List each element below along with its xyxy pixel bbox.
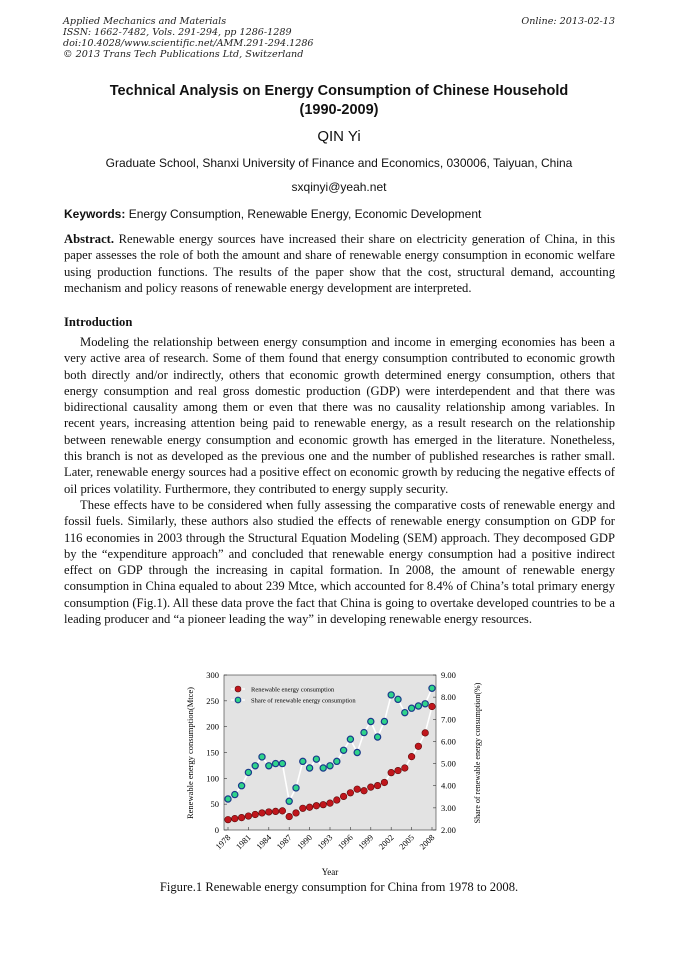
share-point — [388, 692, 394, 698]
consumption-point — [259, 810, 266, 817]
share-point — [402, 710, 408, 716]
share-point — [354, 749, 360, 755]
share-point — [307, 765, 313, 771]
introduction-body — [64, 334, 615, 627]
left-tick-label: 50 — [210, 799, 219, 810]
consumption-point — [422, 730, 429, 737]
consumption-point — [334, 797, 341, 804]
share-point — [232, 791, 238, 797]
x-tick-label: 2002 — [376, 832, 396, 852]
figure-caption: Figure.1 Renewable energy consumption for China from 1978 to 2008. — [159, 880, 519, 894]
author-email: sxqinyi@yeah.net — [291, 180, 387, 194]
share-point — [239, 783, 245, 789]
left-tick-label: 250 — [206, 695, 219, 706]
x-tick-label: 1993 — [315, 832, 335, 852]
right-tick-label: 2.00 — [441, 825, 456, 835]
abstract — [64, 231, 615, 296]
y2-axis-label: Share of renewable energy consumption(%) — [473, 682, 482, 824]
share-point — [422, 701, 428, 707]
title-line-1: Technical Analysis on Energy Consumption of Chinese Household — [109, 83, 569, 99]
consumption-point — [347, 790, 354, 797]
consumption-point — [245, 813, 252, 820]
x-tick-label: 1987 — [274, 832, 294, 852]
x-tick-label: 1984 — [254, 832, 274, 852]
share-point — [266, 763, 272, 769]
legend-label: Renewable energy consumption — [251, 686, 335, 694]
right-tick-label: 5.00 — [441, 758, 456, 769]
right-tick-label: 9.00 — [441, 670, 456, 680]
share-point — [225, 796, 231, 802]
right-tick-label: 3.00 — [441, 802, 456, 813]
x-tick-label: 1978 — [213, 832, 233, 852]
keywords-text: Energy Consumption, Renewable Energy, Economic Development — [128, 207, 482, 221]
journal-header — [63, 16, 615, 60]
keywords — [64, 207, 616, 221]
consumption-point — [327, 800, 334, 807]
legend-label: Share of renewable energy consumption — [251, 697, 356, 705]
consumption-point — [361, 787, 368, 794]
section-heading-introduction: Introduction — [64, 315, 133, 329]
share-point — [429, 685, 435, 691]
consumption-point — [272, 808, 279, 815]
share-point — [273, 760, 279, 766]
consumption-point — [252, 811, 259, 818]
share-point — [375, 734, 381, 740]
left-tick-label: 300 — [206, 670, 219, 680]
consumption-point — [408, 753, 415, 760]
consumption-point — [232, 815, 239, 822]
share-point — [320, 765, 326, 771]
share-point — [334, 758, 340, 764]
share-point — [341, 747, 347, 753]
consumption-point — [340, 793, 347, 800]
renewable-energy-chart — [180, 665, 490, 880]
share-point — [313, 756, 319, 762]
right-tick-label: 7.00 — [441, 714, 456, 725]
left-tick-label: 100 — [206, 773, 219, 784]
consumption-point — [313, 802, 320, 809]
figure-1 — [180, 665, 490, 880]
x-axis-ticks — [213, 827, 436, 851]
share-point — [368, 718, 374, 724]
x-tick-label: 2008 — [417, 832, 437, 852]
share-point — [415, 703, 421, 709]
right-axis-ticks — [433, 670, 456, 835]
consumption-point — [395, 767, 402, 774]
left-tick-label: 200 — [206, 721, 219, 732]
x-tick-label: 1981 — [233, 832, 253, 852]
consumption-point — [415, 743, 422, 750]
doi-line: doi:10.4028/www.scientific.net/AMM.291-294.1286 — [63, 38, 314, 49]
issn-line: ISSN: 1662-7482, Vols. 291-294, pp 1286-1289 — [63, 27, 292, 38]
x-axis-label: Year — [321, 867, 339, 877]
right-tick-label: 8.00 — [441, 692, 456, 703]
journal-name: Applied Mechanics and Materials — [63, 16, 227, 27]
title-line-2: (1990-2009) — [299, 102, 379, 118]
share-point — [381, 718, 387, 724]
author-name: QIN Yi — [317, 128, 361, 145]
share-point — [300, 758, 306, 764]
x-tick-label: 2005 — [396, 832, 417, 852]
left-tick-label: 0 — [214, 825, 219, 835]
consumption-point — [286, 813, 293, 820]
legend-marker — [235, 686, 241, 692]
consumption-point — [402, 765, 409, 772]
abstract-text: Renewable energy sources have increased their share on electricity generation of China, in this paper assesses the role of both the amount and share of renewable energy consumption in economic welfare using production functions. The results of the paper show that the cost, structural demand, accounting mechanism and policy reasons of renewable energy development are interpreted. — [64, 232, 615, 295]
legend-marker — [235, 697, 241, 703]
consumption-point — [368, 784, 375, 791]
consumption-point — [238, 814, 245, 821]
share-point — [245, 769, 251, 775]
share-point — [293, 785, 299, 791]
share-point — [252, 763, 258, 769]
paper-title — [63, 82, 615, 120]
share-point — [395, 696, 401, 702]
consumption-point — [374, 782, 381, 789]
y-axis-label: Renewable energy consumption(Mtce) — [185, 686, 195, 820]
share-point — [259, 754, 265, 760]
keywords-label: Keywords: — [64, 207, 126, 221]
consumption-point — [293, 810, 300, 817]
share-point — [327, 763, 333, 769]
abstract-label: Abstract. — [64, 232, 115, 246]
share-point — [361, 729, 367, 735]
consumption-point — [279, 808, 286, 815]
consumption-point — [266, 809, 273, 816]
intro-paragraph-2: These effects have to be considered when fully assessing the comparative costs of renewable energy and fossil fuels. Similarly, these authors also studied the effects of renewable energy consumption on GDP for 116 economies in 2003 through the Structural Equation Modeling (SEM) approach. They decomposed GDP by the “expenditure approach” and concluded that renewable energy consumption had a positive indirect effect on GDP through the increasing in capital formation. In 2008, the amount of renewable energy consumption in China equaled to about 239 Mtce, which accounted for 8.4% of China’s total primary energy consumption (Fig.1). All these data prove the fact that China is going to overtake developed countries to be a leading producer and “a pioneer leading the way” in developing renewable energy resources. — [64, 497, 615, 627]
consumption-point — [429, 703, 436, 710]
consumption-point — [354, 786, 361, 793]
right-tick-label: 6.00 — [441, 736, 456, 747]
left-tick-label: 150 — [206, 747, 219, 758]
affiliation: Graduate School, Shanxi University of Finance and Economics, 030006, Taiyuan, China — [105, 156, 573, 170]
x-tick-label: 1996 — [335, 832, 355, 852]
share-point — [409, 705, 415, 711]
consumption-point — [306, 804, 313, 811]
intro-paragraph-1: Modeling the relationship between energy consumption and income in emerging economies has been a very active area of research. Some of them found that energy consumption contributed to economic growth both directly and/or indirectly, others that economic growth determined energy consumption, others that energy consumption and real gross domestic production (GDP) were interdependent and that there was bidirectional causality among them or even that there was no causality relationship among variables. In recent years, increasing attention being paid to renewable energy, as a result research on the relationship between renewable energy consumption and economic growth has emerged in the literature. Nonetheless, this branch is not as developed as the previous one and the number of published researches is rather small. Later, renewable energy sources had a positive effect on economic growth by reducing the negative effects of oil prices volatility. Furthermore, they contributed to energy supply security. — [64, 335, 615, 496]
consumption-point — [300, 805, 307, 812]
consumption-point — [320, 801, 327, 808]
consumption-point — [225, 816, 232, 823]
consumption-point — [381, 779, 388, 786]
right-tick-label: 4.00 — [441, 780, 456, 791]
share-point — [286, 798, 292, 804]
x-tick-label: 1999 — [356, 832, 376, 852]
consumption-point — [388, 769, 395, 776]
online-date: Online: 2013-02-13 — [521, 16, 615, 27]
share-point — [279, 760, 285, 766]
x-tick-label: 1990 — [294, 832, 315, 852]
share-point — [347, 736, 353, 742]
copyright-line: © 2013 Trans Tech Publications Ltd, Switzerland — [63, 49, 304, 60]
